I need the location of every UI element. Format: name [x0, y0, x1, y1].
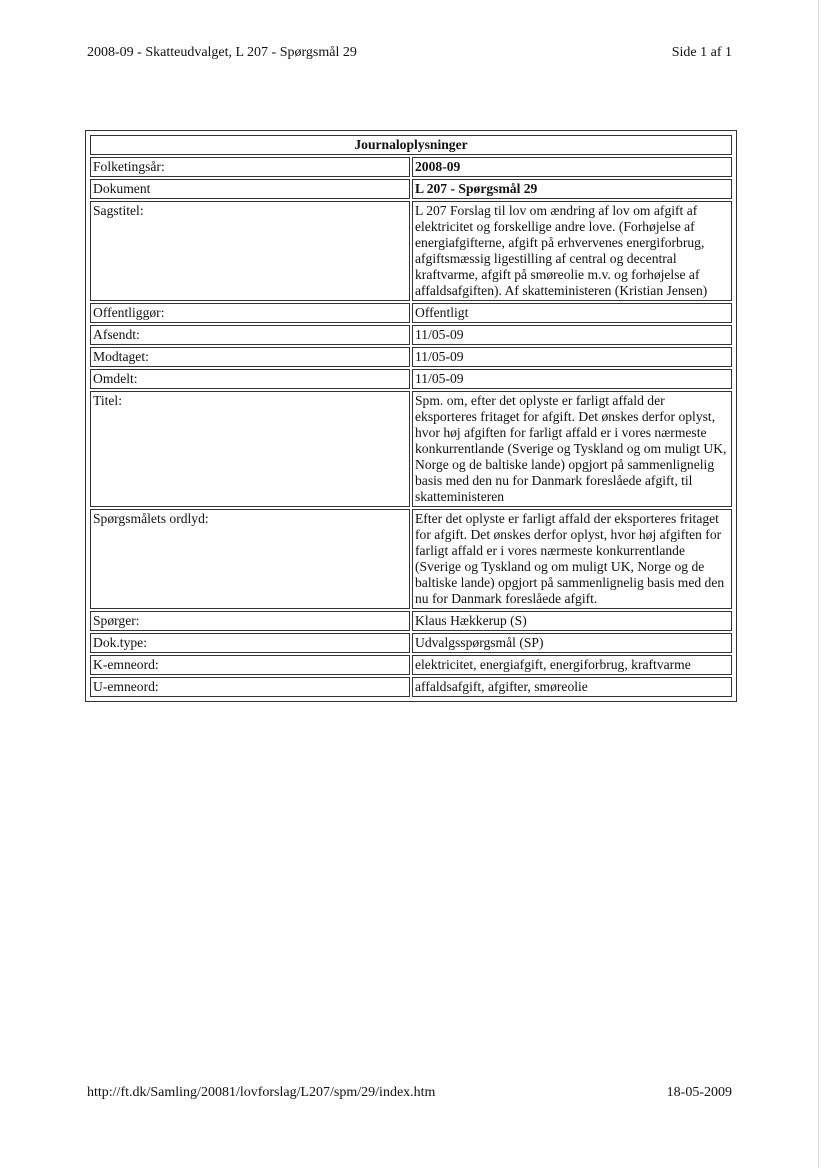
row-label: Offentliggør:	[90, 303, 410, 323]
row-label: Dok.type:	[90, 633, 410, 653]
row-label: K-emneord:	[90, 655, 410, 675]
row-label: U-emneord:	[90, 677, 410, 697]
row-value: L 207 - Spørgsmål 29	[412, 179, 732, 199]
row-value: 11/05-09	[412, 369, 732, 389]
table-row	[90, 391, 732, 507]
row-label: Omdelt:	[90, 369, 410, 389]
table-row	[90, 369, 732, 389]
row-label: Sagstitel:	[90, 201, 410, 301]
table-row	[90, 157, 732, 177]
footer-url: http://ft.dk/Samling/20081/lovforslag/L207/spm/29/index.htm	[87, 1085, 436, 1100]
table-caption-row	[90, 135, 732, 155]
row-value: Offentligt	[412, 303, 732, 323]
row-value: Efter det oplyste er farligt affald der eksporteres fritaget for afgift. Det ønskes derfor oplyst, hvor høj afgiften for farligt affald er i vores nærmeste konkurrentlande (Sverige og Tyskland og om muligt UK, Norge og de baltiske lande) opgjort på sammenlignelig basis med den nu for Danmark foreslåede afgift.	[412, 509, 732, 609]
footer-date: 18-05-2009	[666, 1085, 732, 1100]
table-row	[90, 677, 732, 697]
row-value: 2008-09	[412, 157, 732, 177]
row-label: Modtaget:	[90, 347, 410, 367]
row-value: affaldsafgift, afgifter, smøreolie	[412, 677, 732, 697]
row-label: Titel:	[90, 391, 410, 507]
table-row	[90, 655, 732, 675]
row-value: elektricitet, energiafgift, energiforbrug, kraftvarme	[412, 655, 732, 675]
row-value: 11/05-09	[412, 325, 732, 345]
table-row	[90, 509, 732, 609]
page-number: Side 1 af 1	[671, 45, 732, 60]
table-row	[90, 633, 732, 653]
row-label: Folketingsår:	[90, 157, 410, 177]
row-label: Afsendt:	[90, 325, 410, 345]
row-value: L 207 Forslag til lov om ændring af lov om afgift af elektricitet og forskellige andre love. (Forhøjelse af energiafgifterne, afgift på erhvervenes energiforbrug, afgiftsmæssig ligestilling af central og decentral kraftvarme, afgift på smøreolie m.v. og forhøjelse af affaldsafgiften). Af skatteministeren (Kristian Jensen)	[412, 201, 732, 301]
row-value: 11/05-09	[412, 347, 732, 367]
row-value: Spm. om, efter det oplyste er farligt affald der eksporteres fritaget for afgift. Det ønskes derfor oplyst, hvor høj afgiften for farligt affald er i vores nærmeste konkurrentlande (Sverige og Tyskland og om muligt UK, Norge og de baltiske lande) opgjort på sammenlignelig basis med den nu for Danmark foreslåede afgift, til skatteministeren	[412, 391, 732, 507]
row-label: Spørger:	[90, 611, 410, 631]
table-row	[90, 179, 732, 199]
page-edge	[818, 0, 819, 1168]
table-row	[90, 325, 732, 345]
table-row	[90, 347, 732, 367]
row-value: Udvalgsspørgsmål (SP)	[412, 633, 732, 653]
journal-info-table	[85, 130, 737, 702]
row-label: Spørgsmålets ordlyd:	[90, 509, 410, 609]
table-row	[90, 303, 732, 323]
table-row	[90, 611, 732, 631]
table-caption: Journaloplysninger	[90, 135, 732, 155]
row-label: Dokument	[90, 179, 410, 199]
document-header-title: 2008-09 - Skatteudvalget, L 207 - Spørgsmål 29	[87, 45, 357, 60]
table-row	[90, 201, 732, 301]
row-value: Klaus Hækkerup (S)	[412, 611, 732, 631]
